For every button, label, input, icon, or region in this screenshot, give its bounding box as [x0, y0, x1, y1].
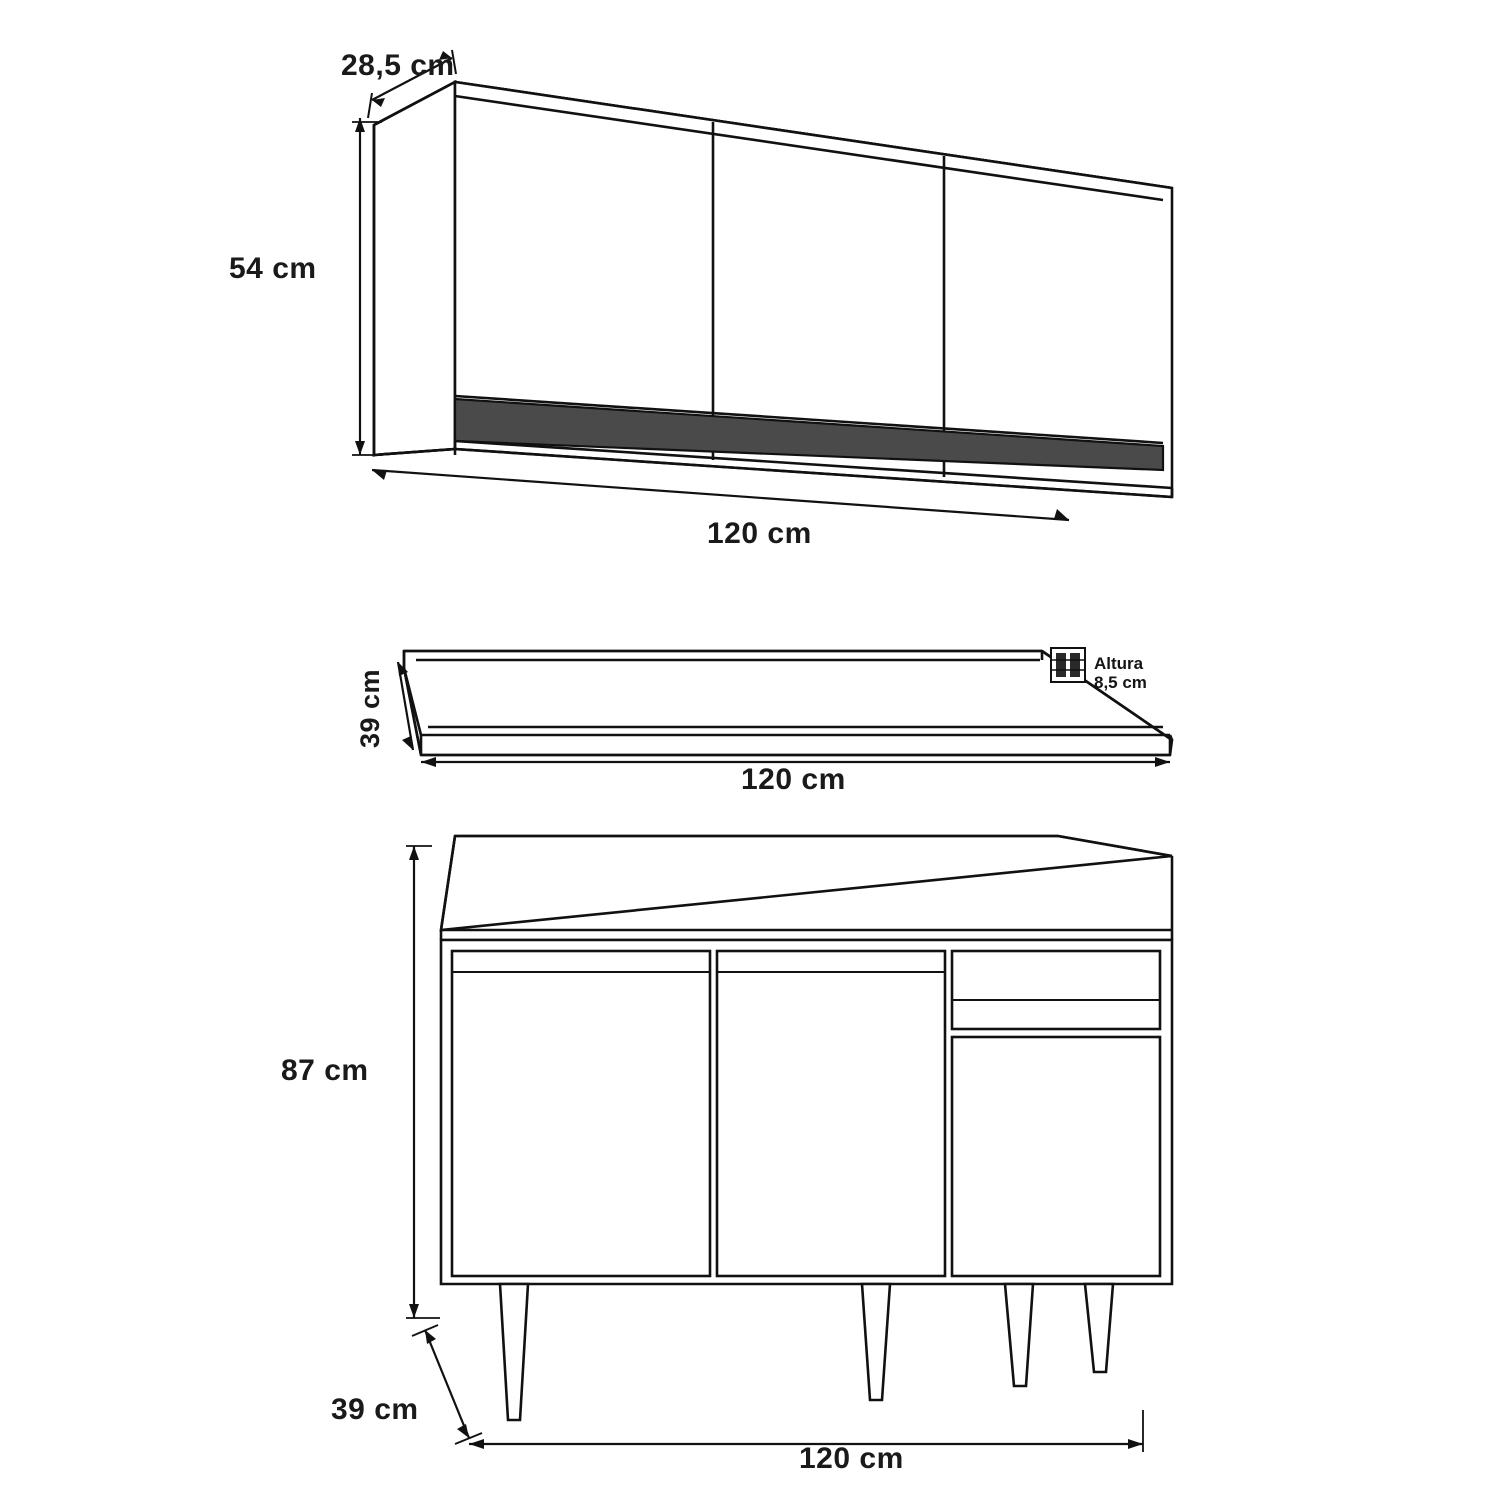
thickness-label-value: 8,5 cm	[1094, 673, 1147, 693]
dim-label-base-depth: 39 cm	[331, 1393, 419, 1426]
dim-label-countertop-thickness	[1094, 654, 1147, 692]
thickness-callout-icon	[1051, 648, 1085, 682]
dim-height-base	[406, 846, 440, 1318]
view-wall-cabinet	[352, 50, 1172, 520]
dim-label-wall-height: 54 cm	[229, 252, 317, 285]
thickness-label-title: Altura	[1094, 654, 1144, 673]
view-countertop	[398, 648, 1172, 767]
dim-label-wall-width: 120 cm	[707, 517, 812, 550]
dim-label-countertop-depth: 39 cm	[355, 668, 385, 748]
view-base-cabinet	[406, 836, 1172, 1452]
dim-label-wall-depth: 28,5 cm	[341, 49, 455, 82]
dim-label-base-height: 87 cm	[281, 1054, 369, 1087]
dim-label-base-width: 120 cm	[799, 1442, 904, 1475]
dim-depth-base	[412, 1325, 482, 1444]
dim-label-countertop-width: 120 cm	[741, 763, 846, 796]
